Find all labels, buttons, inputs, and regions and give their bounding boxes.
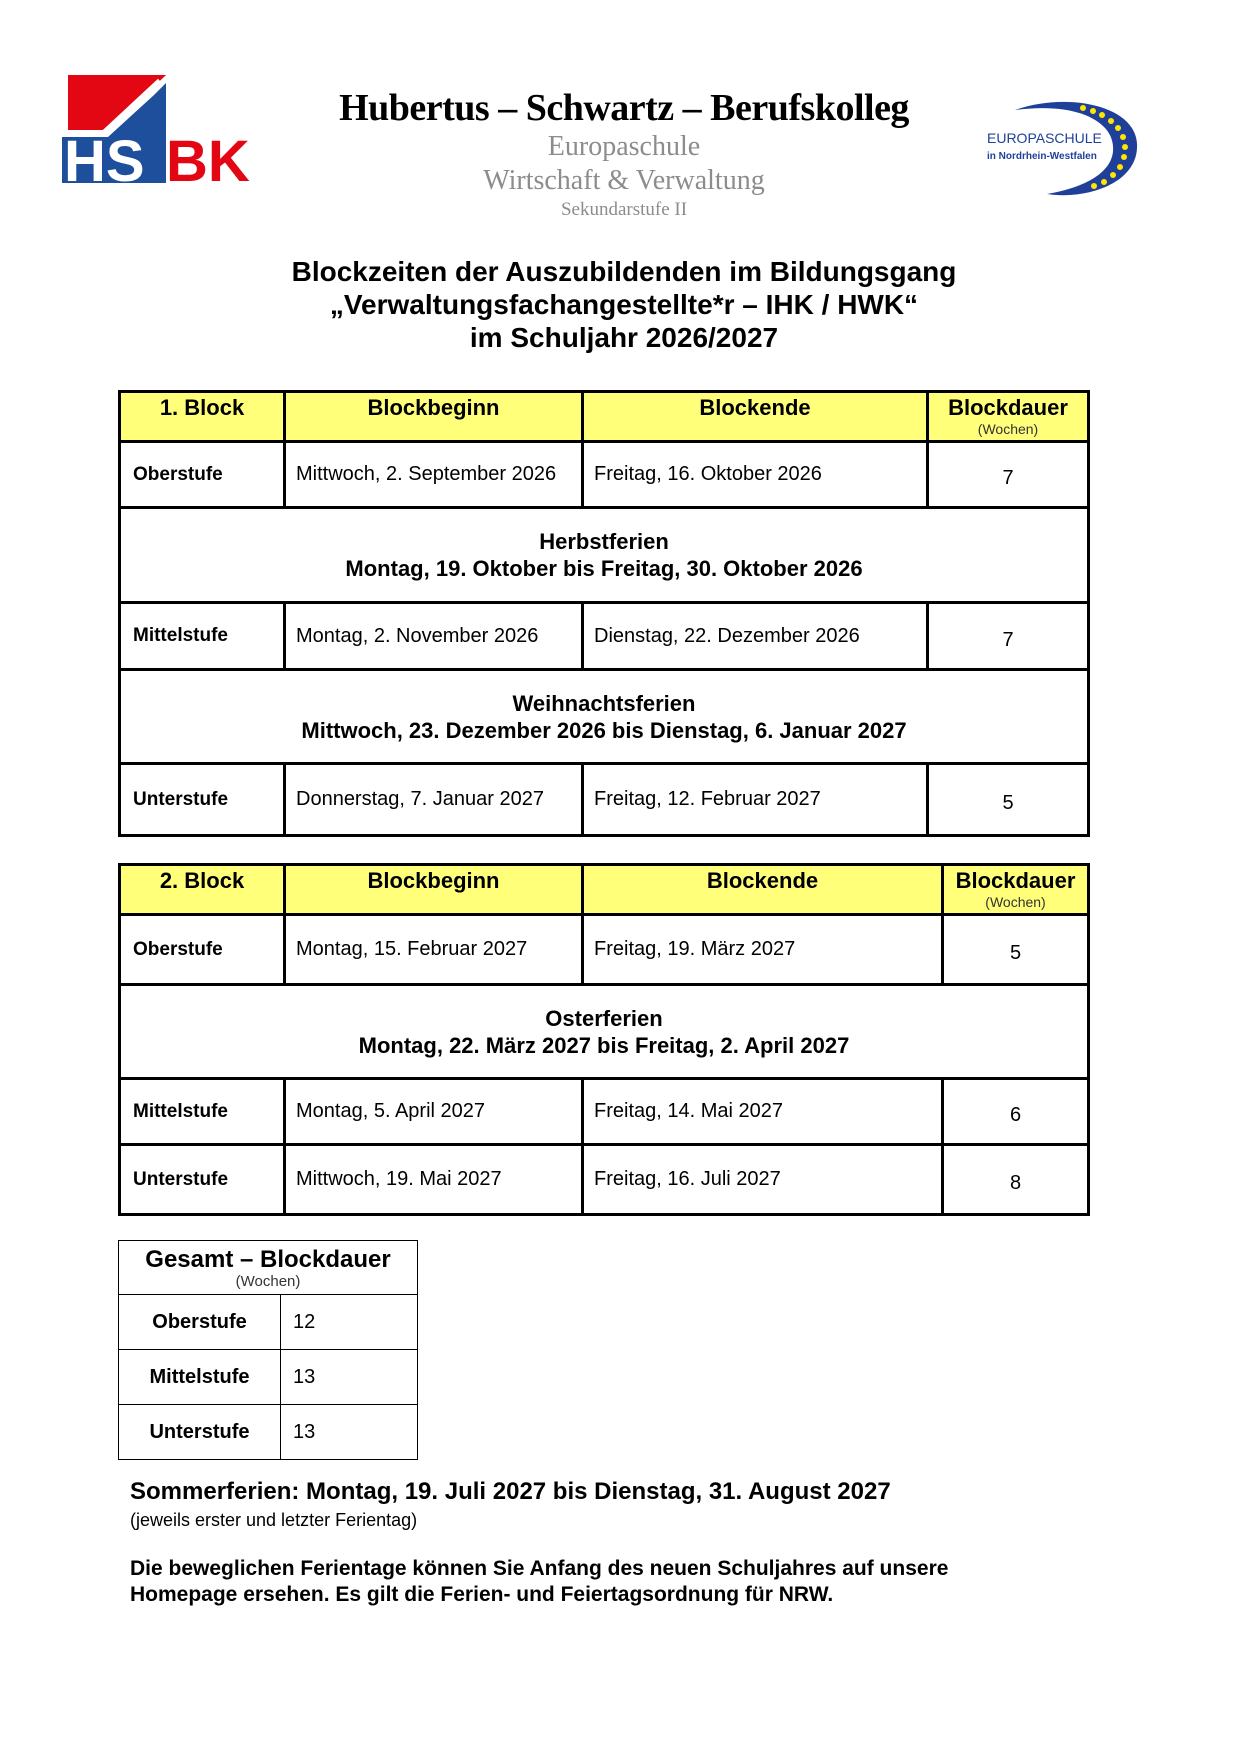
holiday-name: Weihnachtsferien (512, 690, 696, 716)
begin-cell: Donnerstag, 7. Januar 2027 (285, 764, 583, 836)
school-name: Hubertus – Schwartz – Berufskolleg (339, 87, 909, 129)
summary-title: Gesamt – Blockdauer (145, 1245, 391, 1273)
level-cell: Mittelstufe (120, 603, 285, 670)
header-duration-label: Blockdauer (955, 868, 1076, 893)
block-1-table (118, 390, 1090, 837)
summary-header (119, 1241, 418, 1295)
end-cell: Freitag, 14. Mai 2027 (583, 1079, 943, 1145)
holiday-range: Montag, 19. Oktober bis Freitag, 30. Oktober 2026 (345, 556, 863, 581)
begin-cell: Montag, 5. April 2027 (285, 1079, 583, 1145)
table-row (120, 603, 1089, 670)
summary-row (119, 1405, 418, 1460)
header-duration (943, 865, 1089, 915)
holiday-cell (120, 670, 1089, 764)
header-duration (928, 392, 1089, 442)
weeks-cell: 6 (943, 1079, 1089, 1145)
summary-level: Oberstufe (119, 1295, 281, 1350)
notice-line-1: Die beweglichen Ferientage können Sie Anfang des neuen Schuljahres auf unsere (130, 1557, 949, 1580)
logo-europaschule-text: EUROPASCHULE (987, 130, 1102, 146)
summary-level: Unterstufe (119, 1405, 281, 1460)
table-row (120, 1145, 1089, 1215)
summer-holidays: Sommerferien: Montag, 19. Juli 2027 bis Dienstag, 31. August 2027 (130, 1478, 891, 1505)
end-cell: Freitag, 12. Februar 2027 (583, 764, 928, 836)
header-duration-unit: (Wochen) (985, 894, 1046, 910)
summary-row (119, 1350, 418, 1405)
holiday-row (120, 985, 1089, 1079)
school-subtitle-europaschule: Europaschule (547, 131, 701, 162)
level-cell: Oberstufe (120, 915, 285, 985)
header-end: Blockende (583, 865, 943, 915)
table-header-row (120, 392, 1089, 442)
table-row (120, 442, 1089, 508)
end-cell: Dienstag, 22. Dezember 2026 (583, 603, 928, 670)
summary-header-row (119, 1241, 418, 1295)
summary-weeks: 12 (281, 1295, 418, 1350)
end-cell: Freitag, 16. Oktober 2026 (583, 442, 928, 508)
summary-unit: (Wochen) (235, 1272, 301, 1290)
holiday-notice (130, 1556, 1090, 1608)
table-row (120, 915, 1089, 985)
holiday-name: Osterferien (545, 1005, 663, 1031)
notice-line-2: Homepage ersehen. Es gilt die Ferien- und Feiertagsordnung für NRW. (130, 1583, 834, 1606)
level-cell: Mittelstufe (120, 1079, 285, 1145)
end-cell: Freitag, 16. Juli 2027 (583, 1145, 943, 1215)
begin-cell: Mittwoch, 2. September 2026 (285, 442, 583, 508)
summary-level: Mittelstufe (119, 1350, 281, 1405)
hsbk-logo (62, 75, 262, 187)
summary-row (119, 1295, 418, 1350)
weeks-cell: 7 (928, 442, 1089, 508)
holiday-cell (120, 508, 1089, 603)
weeks-cell: 5 (943, 915, 1089, 985)
table-row (120, 1079, 1089, 1145)
europaschule-crescent-icon (975, 96, 1150, 201)
holiday-range: Montag, 22. März 2027 bis Freitag, 2. April 2027 (358, 1032, 850, 1058)
table-row (120, 764, 1089, 836)
summary-weeks: 13 (281, 1405, 418, 1460)
header-begin: Blockbeginn (285, 865, 583, 915)
level-cell: Oberstufe (120, 442, 285, 508)
header-block: 2. Block (120, 865, 285, 915)
title-line-3: im Schuljahr 2026/2027 (469, 322, 779, 353)
summer-holidays-note: (jeweils erster und letzter Ferientag) (130, 1510, 418, 1530)
logo-bk-text: BK (166, 129, 250, 187)
header-duration-label: Blockdauer (948, 395, 1068, 420)
title-line-2: „Verwaltungsfachangestellte*r – IHK / HWK“ (329, 289, 919, 320)
begin-cell: Montag, 15. Februar 2027 (285, 915, 583, 985)
end-cell: Freitag, 19. März 2027 (583, 915, 943, 985)
weeks-cell: 7 (928, 603, 1089, 670)
holiday-row (120, 508, 1089, 603)
holiday-cell (120, 985, 1089, 1079)
holiday-name: Herbstferien (539, 529, 669, 554)
table-header-row (120, 865, 1089, 915)
begin-cell: Montag, 2. November 2026 (285, 603, 583, 670)
header-end: Blockende (583, 392, 928, 442)
block-2-table (118, 863, 1090, 1216)
title-line-1: Blockzeiten der Auszubildenden im Bildungsgang (291, 256, 957, 287)
hsbk-logo-icon (62, 75, 262, 187)
holiday-row (120, 670, 1089, 764)
level-cell: Unterstufe (120, 1145, 285, 1215)
logo-nrw-text: in Nordrhein-Westfalen (987, 151, 1097, 162)
total-duration-table (118, 1240, 418, 1460)
logo-hs-text: HS (64, 129, 145, 187)
header-begin: Blockbeginn (285, 392, 583, 442)
begin-cell: Mittwoch, 19. Mai 2027 (285, 1145, 583, 1215)
holiday-range: Mittwoch, 23. Dezember 2026 bis Dienstag, 6. Januar 2027 (301, 717, 907, 743)
weeks-cell: 5 (928, 764, 1089, 836)
weeks-cell: 8 (943, 1145, 1089, 1215)
europaschule-logo (975, 96, 1150, 201)
school-subtitle-department: Wirtschaft & Verwaltung (483, 165, 765, 196)
school-subtitle-level: Sekundarstufe II (560, 199, 688, 220)
header-duration-unit: (Wochen) (977, 421, 1039, 437)
header-block: 1. Block (120, 392, 285, 442)
summary-weeks: 13 (281, 1350, 418, 1405)
level-cell: Unterstufe (120, 764, 285, 836)
document-title (160, 255, 1088, 354)
